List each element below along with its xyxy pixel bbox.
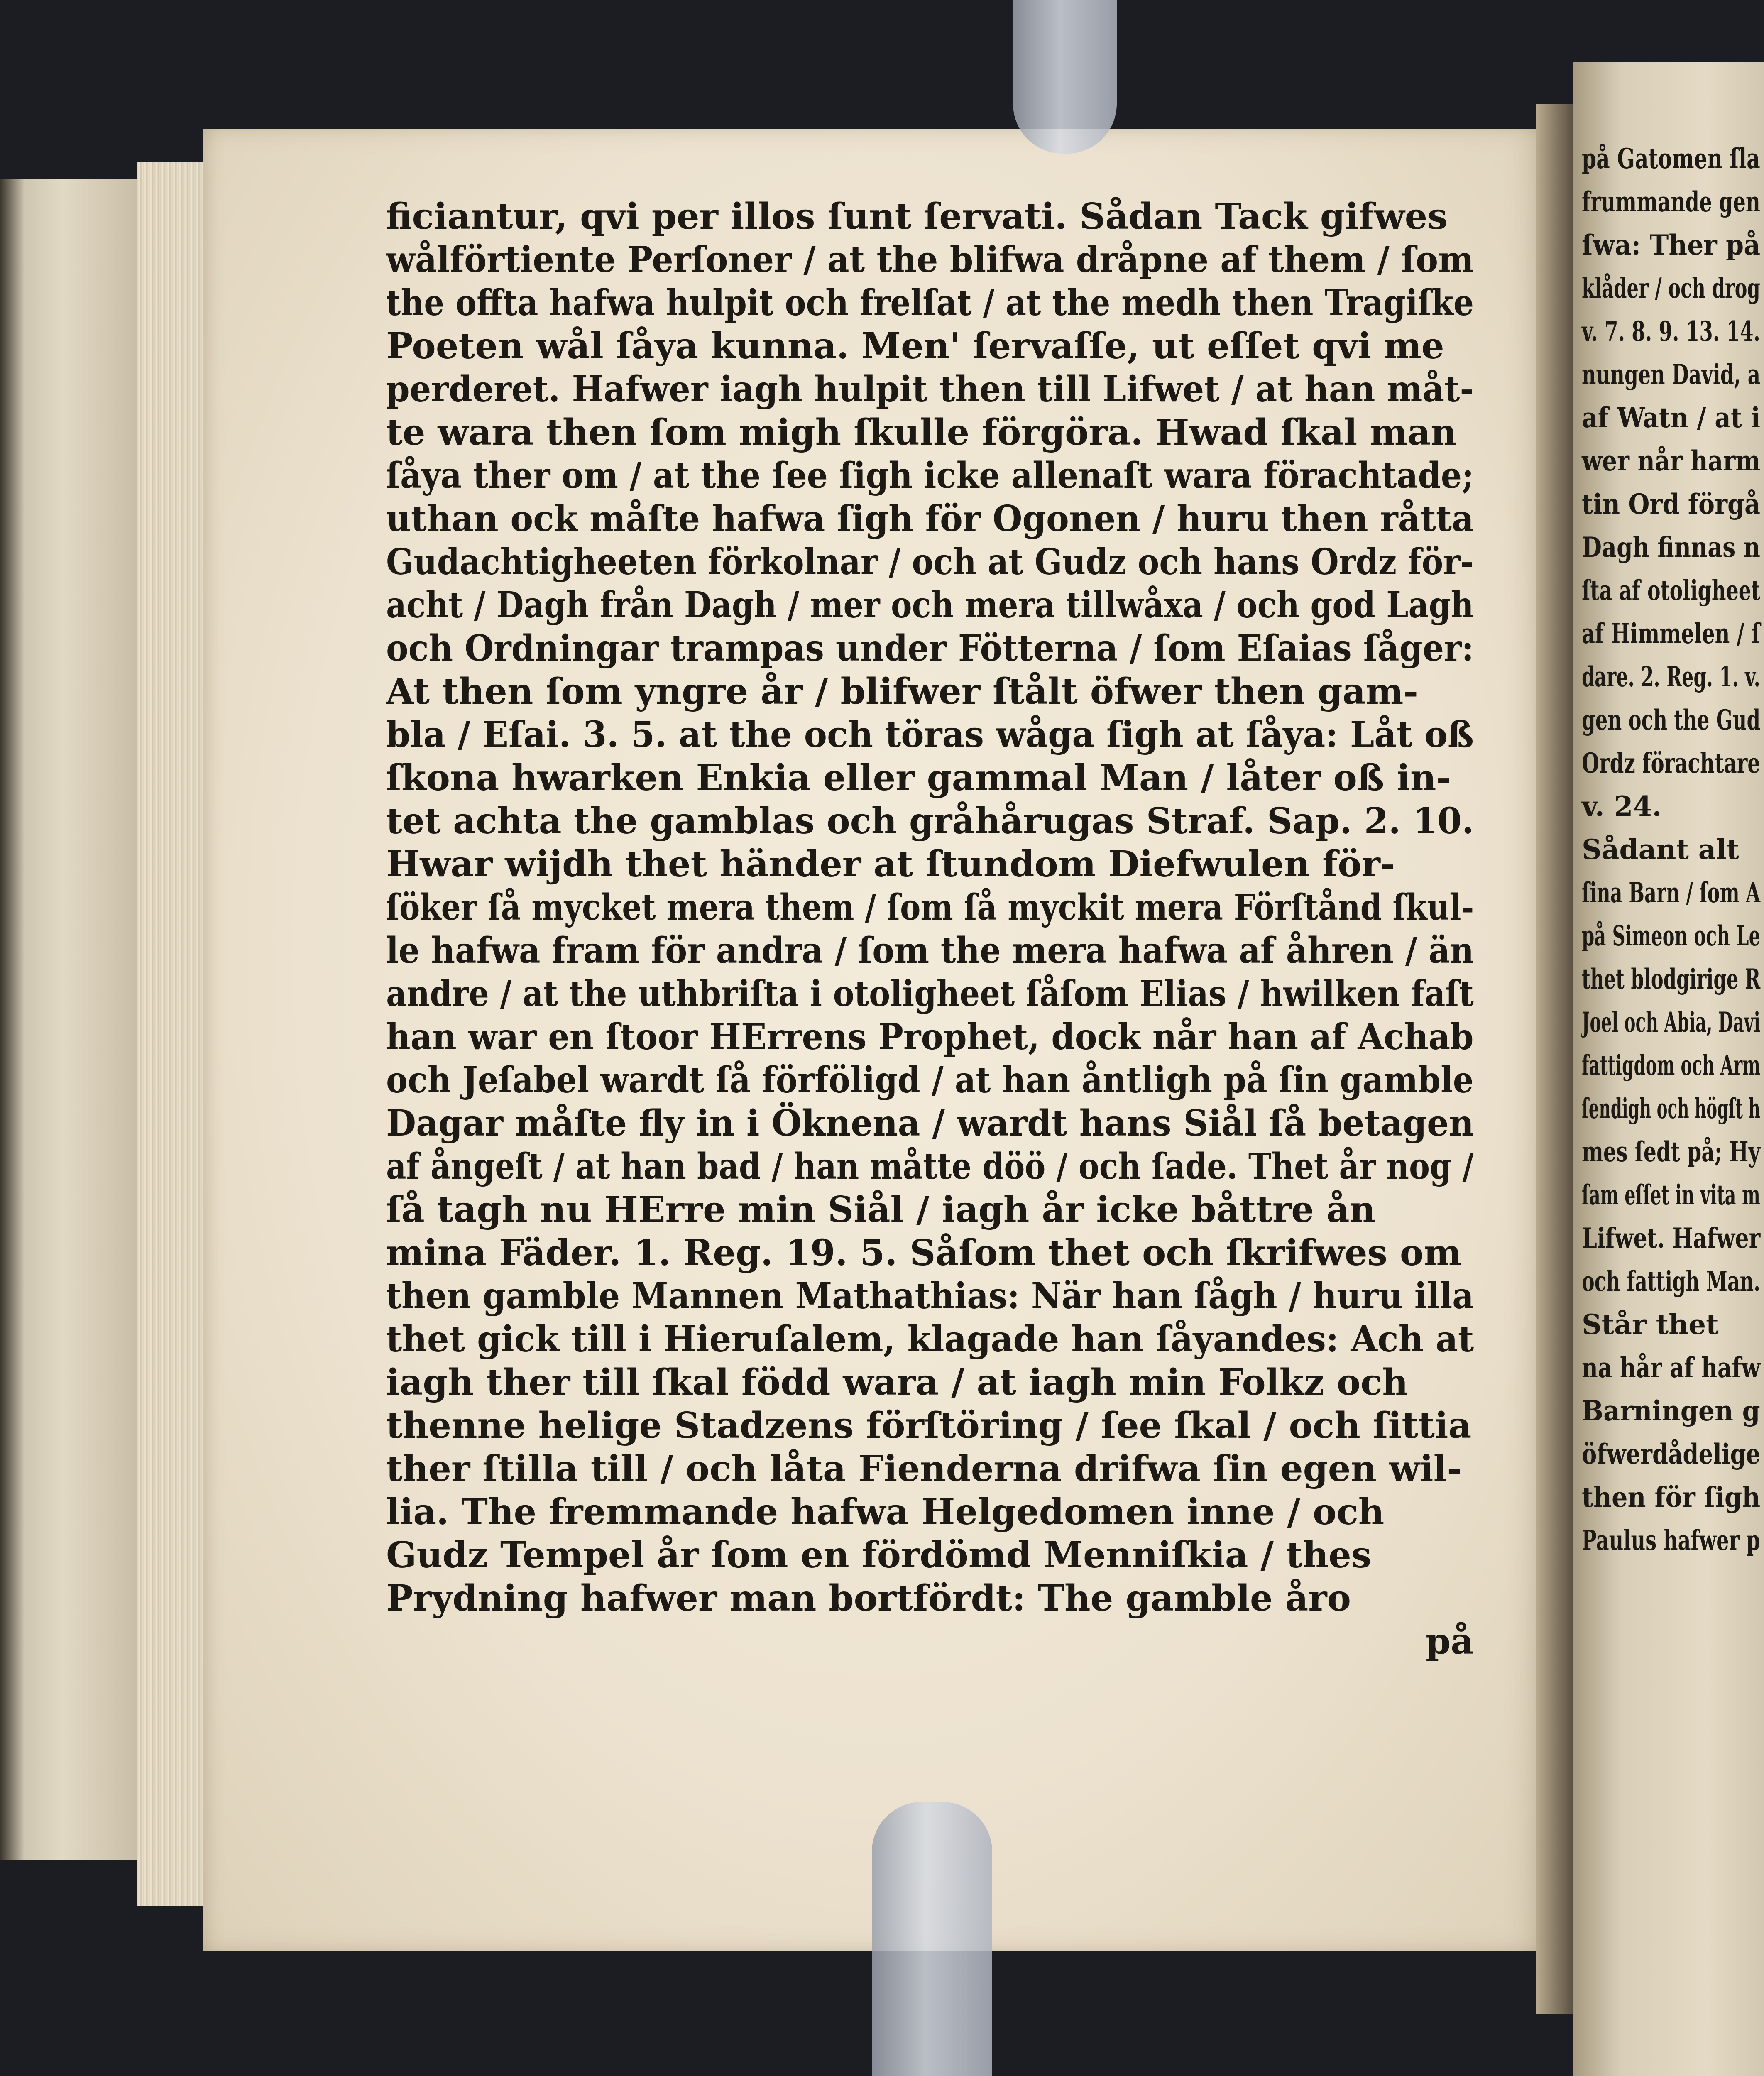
right-page-line: Ordz förachtare: [1582, 747, 1760, 779]
text-line: Prydning hafwer man bortfördt: The gamble åro: [386, 1577, 1351, 1619]
right-page-line: ſendigh och högſt h: [1582, 1092, 1760, 1125]
right-page-line: wer når harm: [1582, 445, 1761, 477]
text-line: ſåya ther om / at the ſee ſigh icke allenaſt wara förachtade;: [386, 455, 1474, 497]
text-line: ficiantur, qvi per illos ſunt ſervati. Sådan Tack gifwes: [386, 196, 1448, 237]
right-page-line: klåder / och drog: [1582, 272, 1760, 304]
text-line: thet gick till i Hieruſalem, klagade han ſåyandes: Ach at: [386, 1318, 1474, 1360]
text-line: Poeten wål ſåya kunna. Men' ſervaſſe, ut eſſet qvi me: [386, 325, 1444, 367]
text-line: Gudz Tempel år ſom en fördömd Menniſkia / thes: [386, 1534, 1372, 1576]
right-page-line: gen och the Gud: [1582, 704, 1761, 736]
right-page-line: nungen David, a: [1582, 358, 1761, 391]
text-line: ſöker ſå mycket mera them / ſom ſå myckit mera Förſtånd ſkul-: [386, 886, 1474, 928]
right-page-line: tin Ord förgå: [1582, 488, 1760, 520]
page-clip-bottom: [872, 1802, 992, 2076]
right-page-line: dare. 2. Reg. 1. v.: [1582, 661, 1761, 693]
page-clip-top: [1013, 0, 1117, 154]
text-line: bla / Eſai. 3. 5. at the och töras wåga ſigh at ſåya: Låt oß: [386, 714, 1474, 756]
text-line: Hwar wijdh thet händer at ſtundom Diefwulen för-: [386, 843, 1395, 885]
catchword: på: [1426, 1621, 1474, 1662]
right-page-line: na hår af hafw: [1582, 1351, 1761, 1384]
text-line: han war en ſtoor HErrens Prophet, dock når han af Achab: [386, 1016, 1474, 1058]
text-line: af ångeſt / at han bad / han måtte döö / och ſade. Thet år nog /: [386, 1146, 1474, 1187]
text-line: then gamble Mannen Mathathias: När han ſågh / huru illa: [386, 1275, 1474, 1317]
right-page-line: Står thet: [1582, 1308, 1719, 1341]
text-line: thenne helige Stadzens förſtöring / ſee ſkal / och ſittia: [386, 1405, 1472, 1447]
text-line: och Jeſabel wardt ſå förföligd / at han åntligh på ſin gamble: [386, 1059, 1474, 1101]
right-page-line: ſam eſſet in vita m: [1582, 1179, 1760, 1211]
text-line: mina Fäder. 1. Reg. 19. 5. Såſom thet och ſkrifwes om: [386, 1232, 1462, 1274]
main-text-block: [386, 195, 1474, 1663]
right-page-line: af Himmelen / ſ: [1582, 617, 1760, 650]
text-line: At then ſom yngre år / blifwer ſtålt öfwer then gam-: [386, 671, 1419, 712]
book-cover-edge: [0, 179, 137, 1860]
text-line: iagh ther till ſkal född wara / at iagh min Folkz och: [386, 1361, 1408, 1403]
right-page-line: på Simeon och Le: [1582, 920, 1761, 952]
text-line: lia. The fremmande hafwa Helgedomen inne / och: [386, 1491, 1385, 1533]
text-line: le hafwa fram för andra / ſom the mera hafwa af åhren / än: [386, 930, 1474, 972]
right-page-line: mes ſedt på; Hy: [1582, 1136, 1760, 1168]
right-page-line: och fattigh Man.: [1582, 1265, 1761, 1298]
text-line: Gudachtigheeten förkolnar / och at Gudz och hans Ordz för-: [386, 541, 1474, 583]
text-line: ther ſtilla till / och låta Fienderna drifwa ſin egen wil-: [386, 1448, 1462, 1490]
text-line: wålförtiente Perſoner / at the blifwa dråpne af them / ſom: [386, 239, 1474, 281]
text-line: perderet. Hafwer iagh hulpit then till Lifwet / at han måt-: [386, 368, 1474, 410]
right-page-line: Joel och Abia, Davi: [1582, 1006, 1761, 1038]
right-page-line: af Watn / at i: [1582, 401, 1761, 434]
text-line: ſkona hwarken Enkia eller gammal Man / låter oß in-: [386, 757, 1451, 799]
right-page-line: Dagh finnas n: [1582, 531, 1760, 563]
right-page-line: Sådant alt: [1582, 833, 1740, 866]
right-page-line: ſta af otoligheet: [1582, 574, 1761, 607]
text-line: tet achta the gamblas och gråhårugas Straf. Sap. 2. 10.: [386, 800, 1474, 842]
text-line: ſå tagh nu HErre min Siål / iagh år icke båttre ån: [386, 1189, 1376, 1231]
right-page-line: v. 24.: [1582, 790, 1662, 823]
right-page-line: fattigdom och Arm: [1582, 1049, 1761, 1082]
text-line: andre / at the uthbriſta i otoligheet ſåſom Elias / hwilken faſt: [386, 973, 1474, 1015]
right-page-line: then för ſigh: [1582, 1481, 1761, 1513]
right-page-line: thet blodgirige R: [1582, 963, 1761, 995]
right-page-line: på Gatomen ſla: [1582, 142, 1760, 175]
right-page-line: v. 7. 8. 9. 13. 14.: [1582, 315, 1760, 348]
right-page-line: Lifwet. Hafwer: [1582, 1222, 1761, 1254]
text-line: the offta hafwa hulpit och frelſat / at the medh then Tragiſke: [386, 282, 1474, 324]
text-line: Dagar måſte fly in i Öknena / wardt hans Siål ſå betagen: [386, 1102, 1474, 1144]
text-line: acht / Dagh från Dagh / mer och mera tillwåxa / och god Lagh: [386, 584, 1474, 626]
text-line: uthan ock måſte hafwa ſigh för Ogonen / huru then råtta: [386, 498, 1474, 540]
right-page-text-fragment: [1582, 137, 1760, 1562]
right-page-line: Paulus hafwer p: [1582, 1524, 1760, 1557]
page-stack-edge: [137, 162, 203, 1906]
text-line: te wara then ſom migh ſkulle förgöra. Hwad ſkal man: [386, 411, 1457, 453]
text-line: och Ordningar trampas under Fötterna / ſom Eſaias ſåger:: [386, 627, 1474, 669]
right-page-line: Barningen g: [1582, 1395, 1760, 1427]
right-page-line: frummande gen: [1582, 186, 1760, 218]
right-page-line: öfwerdådelige: [1582, 1438, 1761, 1470]
right-page-line: ſwa: Ther på: [1582, 229, 1761, 261]
right-page-line: ſina Barn / ſom A: [1582, 876, 1761, 909]
